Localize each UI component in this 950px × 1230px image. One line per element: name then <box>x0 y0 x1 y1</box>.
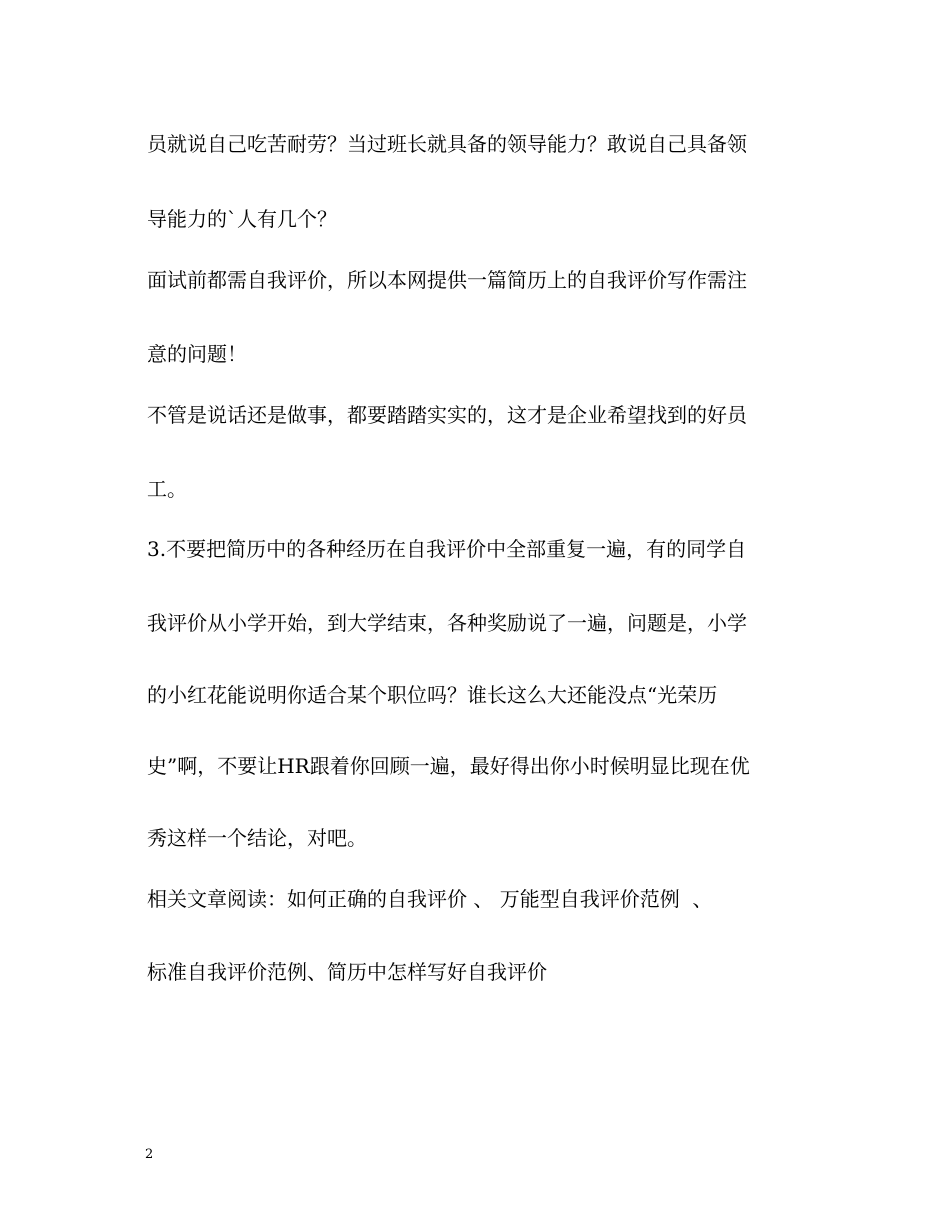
text-line: 工。 <box>147 477 187 501</box>
text-line: 的小红花能说明你适合某个职位吗？谁长这么大还能没点“光荣历 <box>147 683 718 707</box>
text-line: 秀这样一个结论，对吧。 <box>147 826 367 850</box>
text-line: 导能力的`人有几个？ <box>147 207 337 231</box>
text-line: 员就说自己吃苦耐劳？当过班长就具备的领导能力？敢说自己具备领 <box>147 132 747 156</box>
text-line: 我评价从小学开始，到大学结束，各种奖励说了一遍，问题是，小学 <box>147 611 747 635</box>
page-number: 2 <box>145 1147 154 1162</box>
related-articles-line: 相关文章阅读：如何正确的自我评价 、 万能型自我评价范例 、 <box>147 887 713 911</box>
text-line: 不管是说话还是做事，都要踏踏实实的，这才是企业希望找到的好员 <box>147 403 747 427</box>
related-articles-line: 标准自我评价范例、简历中怎样写好自我评价 <box>147 960 547 984</box>
text-line: 面试前都需自我评价，所以本网提供一篇简历上的自我评价写作需注 <box>147 268 747 292</box>
text-line: 3.不要把简历中的各种经历在自我评价中全部重复一遍，有的同学自 <box>147 537 747 561</box>
text-line: 史”啊，不要让HR跟着你回顾一遍，最好得出你小时候明显比现在优 <box>147 754 750 778</box>
text-line: 意的问题！ <box>147 342 247 366</box>
